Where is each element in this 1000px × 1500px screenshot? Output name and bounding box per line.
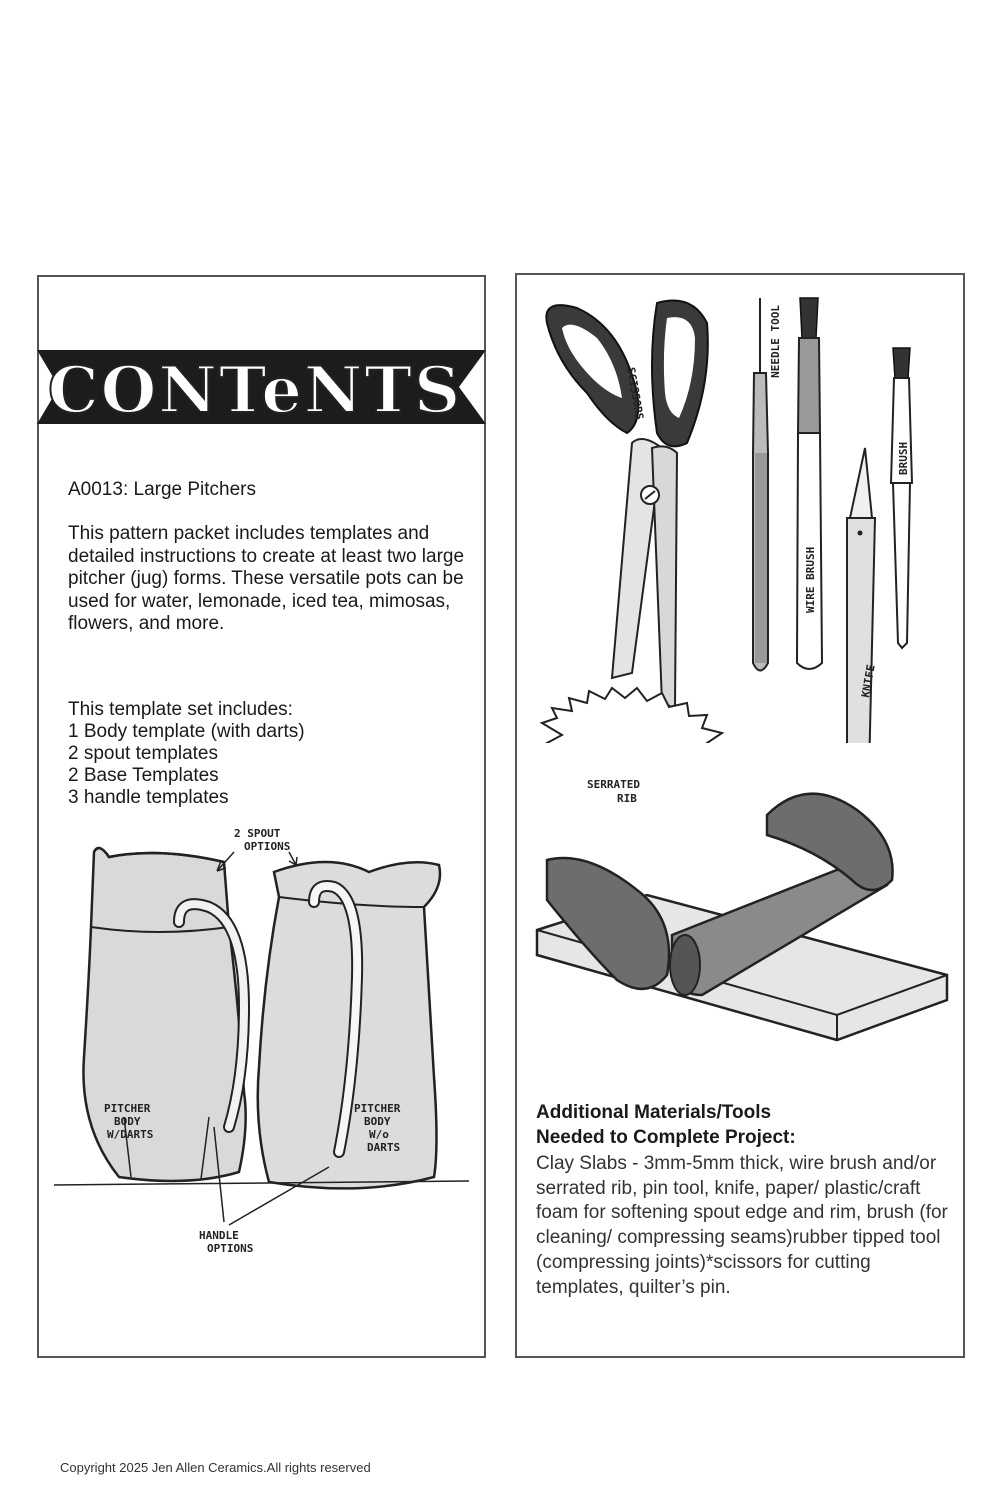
list-item: 2 spout templates [68,743,218,764]
spout-options-label: OPTIONS [244,840,291,853]
copyright-notice: Copyright 2025 Jen Allen Ceramics.All rights reserved [60,1460,371,1475]
needle-tool-label: NEEDLE TOOL [769,305,782,378]
includes-heading: This template set includes: [68,699,293,720]
list-item: 3 handle templates [68,787,229,807]
wire-brush-label: WIRE BRUSH [804,546,817,613]
tools-panel [515,273,965,1358]
pitcher-illustration [39,827,486,1287]
serrated-rib-label: RIB [617,792,637,805]
tools-illustration [517,283,965,743]
list-item: 2 Base Templates [68,765,219,786]
contents-banner [37,332,486,442]
body-no-darts-label: W/o [369,1128,389,1141]
brush-label: BRUSH [897,441,910,475]
banner-title: CONTeNTS [47,353,463,428]
materials-list: Clay Slabs - 3mm-5mm thick, wire brush and/or serrated rib, pin tool, knife, paper/ plastic/craft foam for softening spout edge and rim, brush (for cleaning/ compressing seams)rubber tipped tool (compressing joints)*scissors for cutting templates, quilter’s pin. [536,1153,948,1298]
body-no-darts-label: DARTS [367,1141,401,1154]
knife-label: KNIFE [859,663,878,699]
materials-heading [536,1100,956,1150]
pitcher-without-darts [258,862,440,1188]
rolling-slab-illustration [517,740,965,1090]
serrated-rib-icon [542,688,727,743]
handle-options-label: HANDLE [199,1229,239,1242]
contents-panel [37,275,486,1358]
brush-icon [891,348,912,648]
materials-heading-line: Needed to Complete Project: [536,1127,796,1148]
includes-list [68,721,305,807]
body-no-darts-label: BODY [364,1115,391,1128]
materials-heading-line: Additional Materials/Tools [536,1102,772,1123]
serrated-rib-label: SERRATED [587,778,640,791]
scissors-icon [546,301,707,709]
body-no-darts-label: PITCHER [354,1102,401,1115]
scissors-label: SCISSORS [624,366,647,421]
body-darts-label: BODY [114,1115,141,1128]
product-title: A0013: Large Pitchers [68,479,257,500]
list-item: 1 Body template (with darts) [68,721,305,742]
handle-options-label: OPTIONS [207,1242,254,1255]
body-darts-label: PITCHER [104,1102,151,1115]
body-darts-label: W/DARTS [107,1128,154,1141]
needle-tool-icon [753,298,768,671]
spout-options-label: 2 SPOUT [234,827,281,840]
intro-paragraph: This pattern packet includes templates and detailed instructions to create at least two large pitcher (jug) forms. These versatile pots can be used for water, lemonade, iced tea, mimosas, flowers, and more. [68,523,465,634]
